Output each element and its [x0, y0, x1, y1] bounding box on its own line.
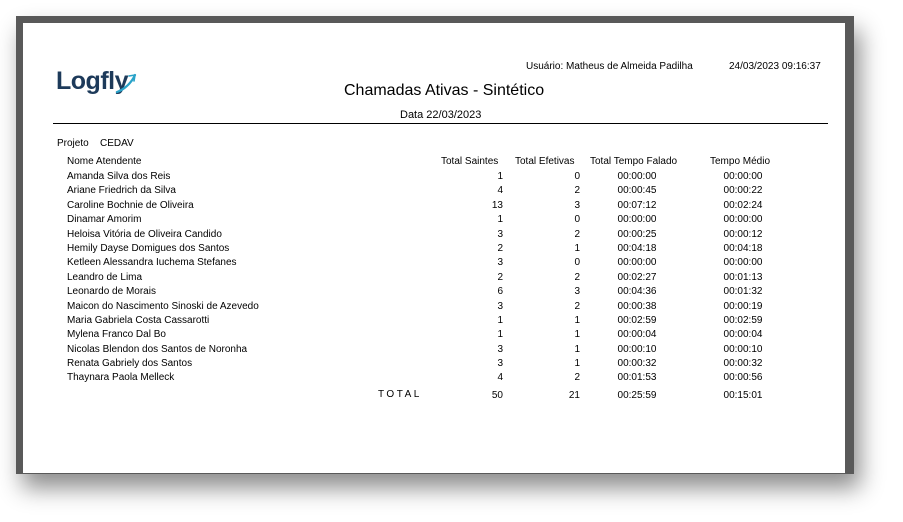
cell-total-efetivas: 0: [574, 214, 580, 226]
cell-name: Hemily Dayse Domigues dos Santos: [67, 242, 230, 254]
cell-total-efetivas: 1: [574, 242, 580, 254]
table-row: [0, 271, 903, 285]
cell-total-saintes: 2: [497, 242, 503, 254]
table-row: [0, 371, 903, 385]
report-date: Data 22/03/2023: [400, 109, 482, 121]
totals-label: TOTAL: [378, 389, 422, 400]
cell-tempo-falado: 00:01:53: [617, 372, 657, 384]
table-row: [0, 256, 903, 270]
cell-tempo-medio: 00:00:04: [723, 329, 763, 341]
total-efetivas-value: 21: [568, 390, 580, 401]
table-row: [0, 213, 903, 227]
cell-tempo-falado: 00:02:59: [617, 314, 657, 326]
table-row: [0, 285, 903, 299]
cell-total-saintes: 3: [497, 228, 503, 240]
cell-name: Leandro de Lima: [67, 271, 143, 283]
header-divider: [53, 123, 828, 124]
cell-total-saintes: 4: [497, 372, 503, 384]
cell-tempo-falado: 00:00:04: [617, 329, 657, 341]
project-label: Projeto: [57, 138, 89, 149]
logo-swoosh-icon: [113, 72, 139, 98]
cell-total-saintes: 1: [497, 314, 503, 326]
cell-tempo-falado: 00:04:18: [617, 242, 657, 254]
cell-tempo-medio: 00:00:12: [723, 228, 763, 240]
cell-total-efetivas: 3: [574, 286, 580, 298]
cell-total-saintes: 2: [497, 271, 503, 283]
cell-total-efetivas: 1: [574, 358, 580, 370]
table-row: [0, 343, 903, 357]
column-header-total-tempo-falado: Total Tempo Falado: [590, 156, 678, 167]
cell-total-efetivas: 2: [574, 185, 580, 197]
cell-total-saintes: 3: [497, 343, 503, 355]
totals-row: [0, 389, 903, 403]
cell-tempo-falado: 00:00:00: [617, 257, 657, 269]
cell-tempo-medio: 00:02:24: [723, 199, 763, 211]
cell-total-saintes: 1: [497, 214, 503, 226]
cell-total-efetivas: 2: [574, 372, 580, 384]
cell-total-saintes: 1: [497, 171, 503, 182]
column-header-tempo-medio: Tempo Médio: [710, 156, 771, 167]
cell-name: Heloisa Vitória de Oliveira Candido: [67, 228, 222, 240]
cell-total-efetivas: 1: [574, 343, 580, 355]
report-table-body: [0, 170, 903, 386]
cell-name: Ariane Friedrich da Silva: [67, 185, 176, 197]
cell-tempo-medio: 00:00:19: [723, 300, 763, 312]
cell-total-efetivas: 0: [574, 257, 580, 269]
cell-name: Mylena Franco Dal Bo: [67, 329, 166, 341]
table-row: [0, 228, 903, 242]
cell-total-saintes: 6: [497, 286, 503, 298]
table-row: [0, 328, 903, 342]
project-value: CEDAV: [100, 138, 134, 149]
cell-name: Dinamar Amorim: [67, 214, 142, 226]
cell-total-efetivas: 0: [574, 171, 580, 182]
total-tempo-medio-value: 00:15:01: [723, 390, 763, 401]
cell-tempo-medio: 00:01:32: [723, 286, 763, 298]
cell-name: Amanda Silva dos Reis: [67, 171, 171, 182]
table-row: [0, 300, 903, 314]
cell-tempo-falado: 00:00:00: [617, 214, 657, 226]
cell-tempo-falado: 00:00:45: [617, 185, 657, 197]
cell-name: Maicon do Nascimento Sinoski de Azevedo: [67, 300, 259, 312]
cell-total-saintes: 1: [497, 329, 503, 341]
cell-tempo-falado: 00:00:32: [617, 358, 657, 370]
cell-tempo-medio: 00:00:00: [723, 171, 763, 182]
cell-name: Leonardo de Morais: [67, 286, 156, 298]
total-saintes-value: 50: [491, 390, 503, 401]
cell-total-saintes: 3: [497, 257, 503, 269]
cell-tempo-medio: 00:00:00: [723, 214, 763, 226]
cell-tempo-falado: 00:07:12: [617, 199, 657, 211]
cell-tempo-falado: 00:00:10: [617, 343, 657, 355]
cell-name: Ketleen Alessandra Iuchema Stefanes: [67, 257, 237, 269]
cell-total-saintes: 3: [497, 300, 503, 312]
report-title: Chamadas Ativas - Sintético: [344, 82, 545, 99]
cell-total-efetivas: 1: [574, 329, 580, 341]
cell-tempo-medio: 00:00:10: [723, 343, 763, 355]
cell-tempo-medio: 00:00:32: [723, 358, 763, 370]
cell-name: Renata Gabriely dos Santos: [67, 358, 193, 370]
table-row: [0, 242, 903, 256]
cell-tempo-falado: 00:00:38: [617, 300, 657, 312]
cell-total-efetivas: 2: [574, 228, 580, 240]
print-datetime: 24/03/2023 09:16:37: [729, 61, 821, 72]
column-header-total-saintes: Total Saintes: [441, 156, 499, 167]
cell-tempo-medio: 00:00:22: [723, 185, 763, 197]
cell-tempo-medio: 00:01:13: [723, 271, 763, 283]
cell-tempo-medio: 00:02:59: [723, 314, 763, 326]
total-tempo-falado-value: 00:25:59: [617, 390, 657, 401]
cell-name: Thaynara Paola Melleck: [67, 372, 175, 384]
cell-tempo-falado: 00:00:25: [617, 228, 657, 240]
cell-total-saintes: 4: [497, 185, 503, 197]
cell-name: Nicolas Blendon dos Santos de Noronha: [67, 343, 248, 355]
cell-total-efetivas: 2: [574, 271, 580, 283]
table-row: [0, 170, 903, 184]
table-row: [0, 199, 903, 213]
cell-total-saintes: 13: [491, 199, 503, 211]
cell-total-efetivas: 2: [574, 300, 580, 312]
cell-tempo-medio: 00:00:00: [723, 257, 763, 269]
cell-tempo-medio: 00:00:56: [723, 372, 763, 384]
cell-tempo-falado: 00:00:00: [617, 171, 657, 182]
cell-tempo-falado: 00:04:36: [617, 286, 657, 298]
cell-total-efetivas: 1: [574, 314, 580, 326]
user-label: Usuário: Matheus de Almeida Padilha: [526, 61, 693, 72]
column-header-name: Nome Atendente: [67, 156, 142, 167]
table-row: [0, 357, 903, 371]
cell-name: Maria Gabriela Costa Cassarotti: [67, 314, 210, 326]
cell-tempo-medio: 00:04:18: [723, 242, 763, 254]
cell-total-saintes: 3: [497, 358, 503, 370]
table-row: [0, 314, 903, 328]
cell-total-efetivas: 3: [574, 199, 580, 211]
table-row: [0, 184, 903, 198]
cell-name: Caroline Bochnie de Oliveira: [67, 199, 194, 211]
column-header-total-efetivas: Total Efetivas: [515, 156, 575, 167]
cell-tempo-falado: 00:02:27: [617, 271, 657, 283]
logo-text: Logfly: [56, 67, 128, 95]
